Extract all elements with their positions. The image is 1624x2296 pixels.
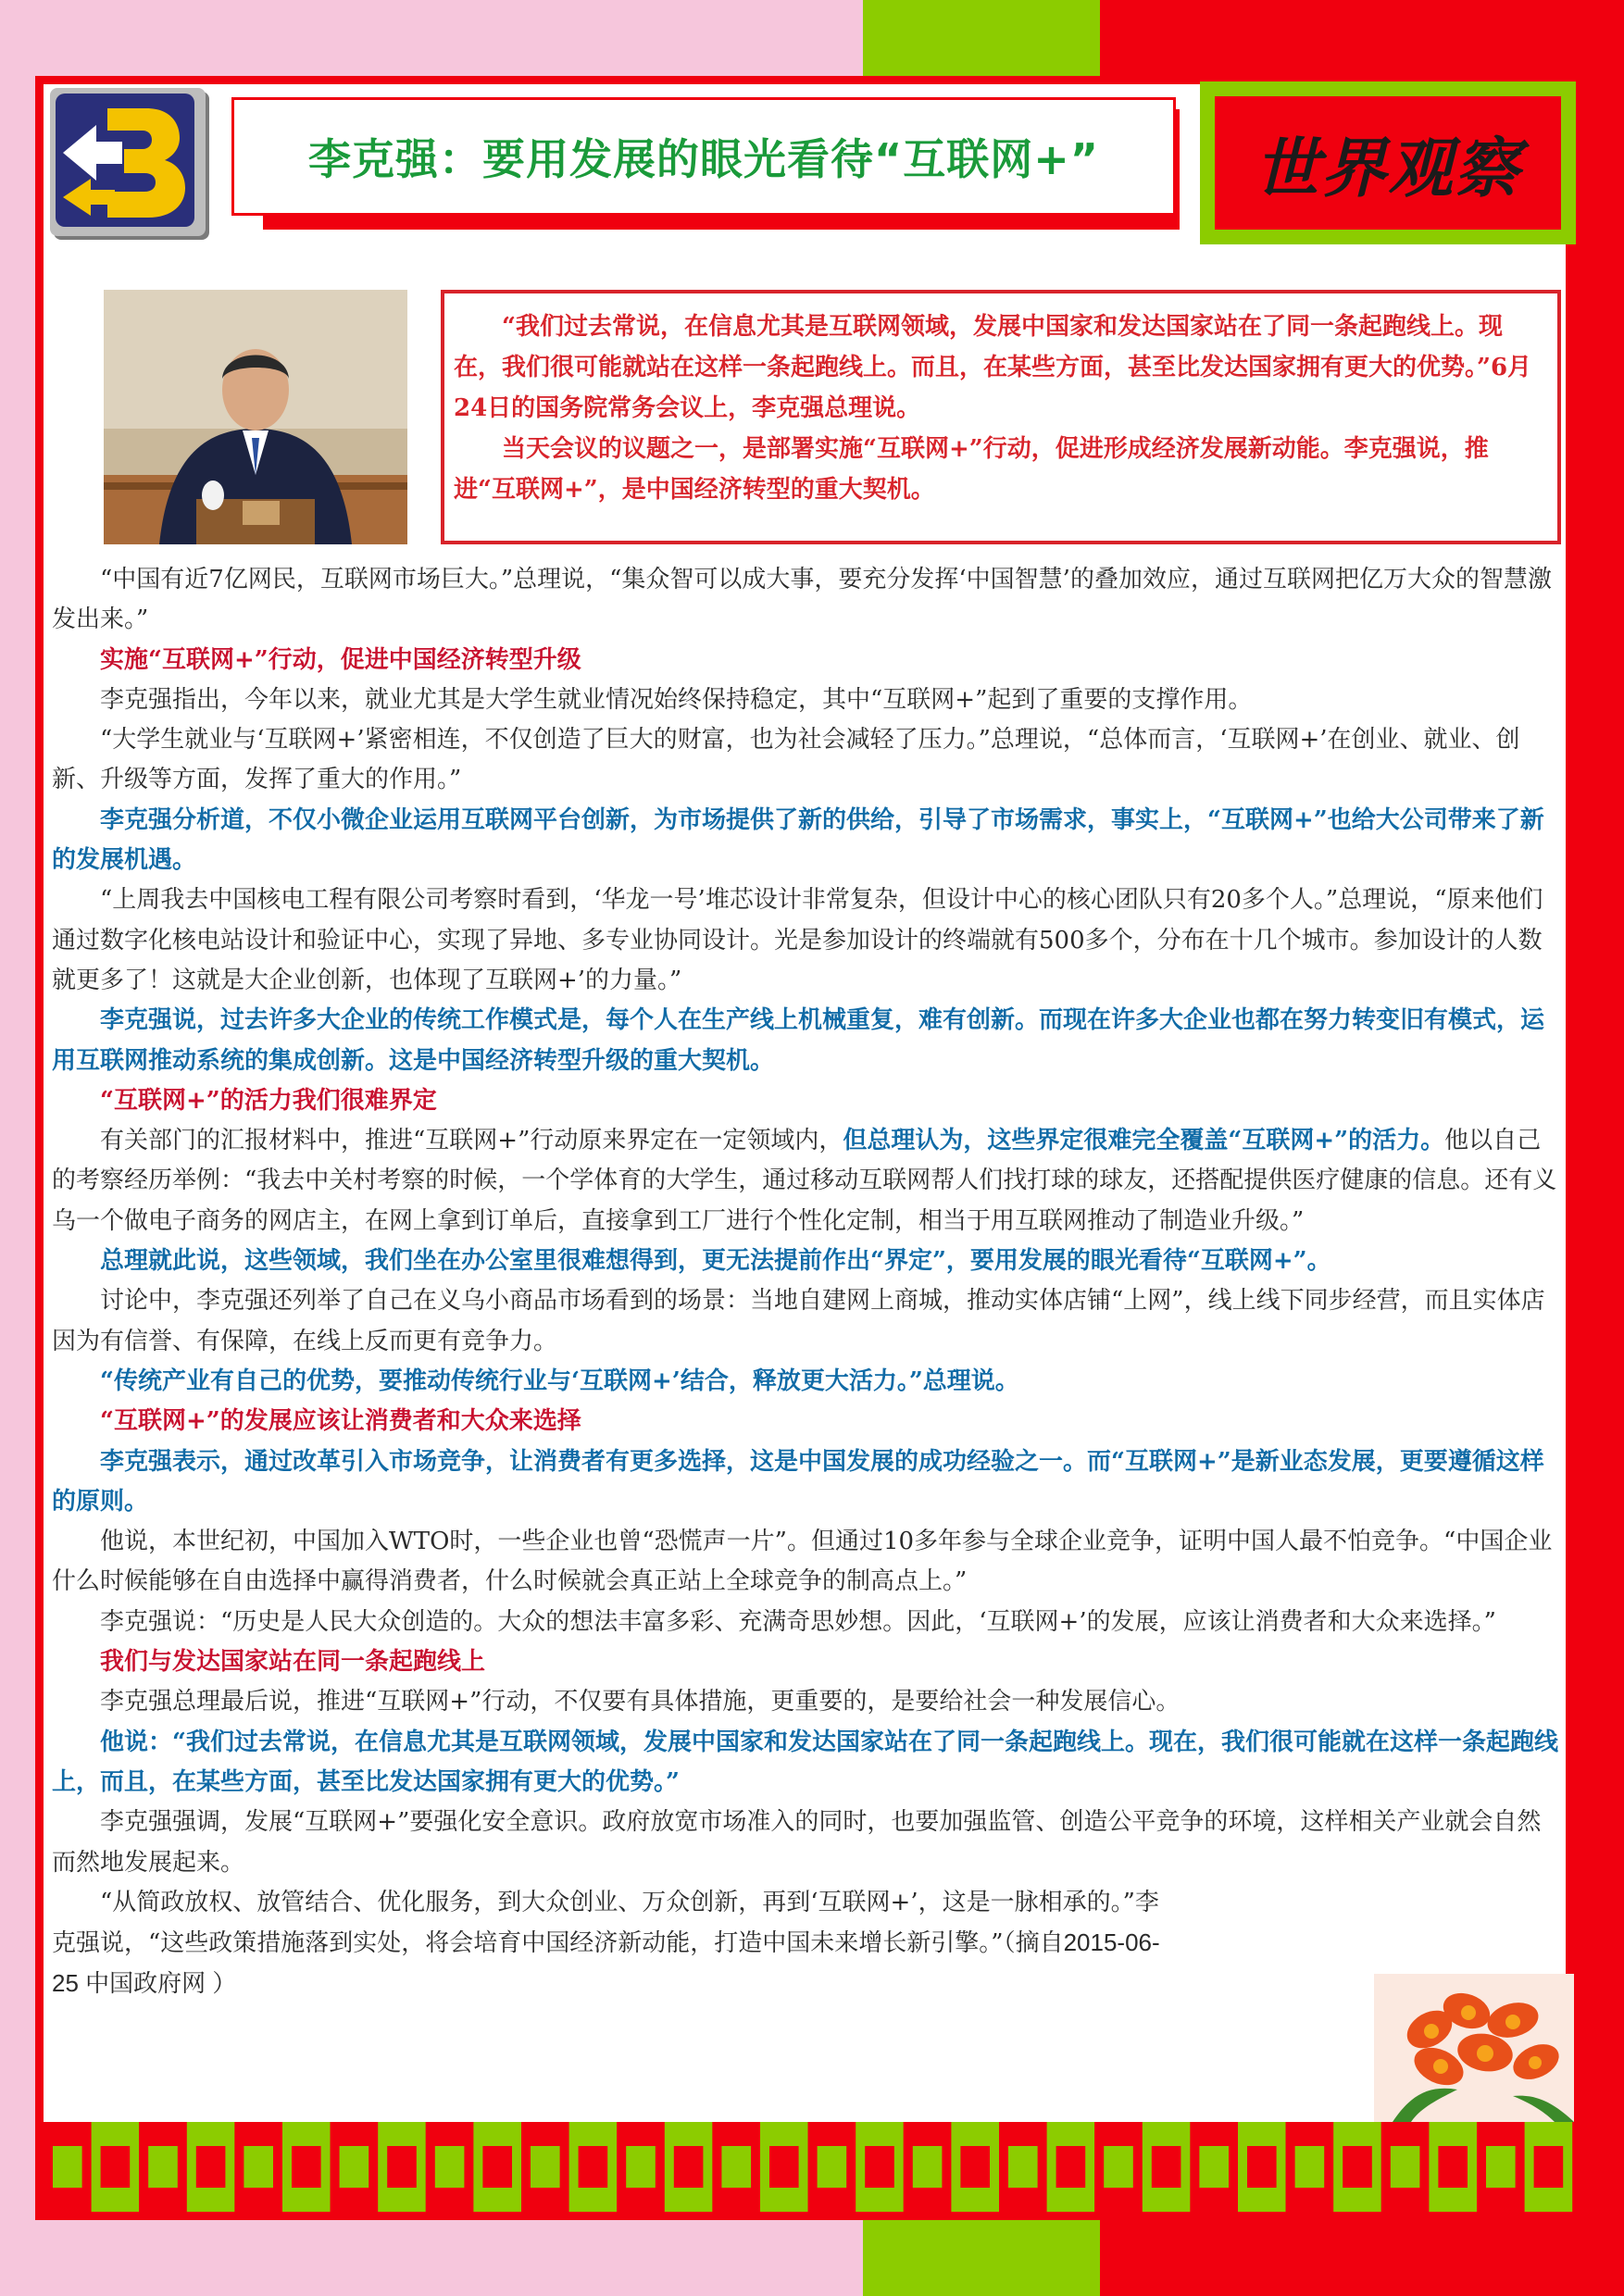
section-heading: 我们与发达国家站在同一条起跑线上 (100, 1648, 486, 1677)
highlight-inline: 但总理认为，这些界定很难完全覆盖“互联网+”的活力。 (843, 1127, 1445, 1155)
pattern-square (626, 2146, 656, 2188)
paragraph: “中国有近7亿网民，互联网市场巨大。”总理说，“集众智可以成大事，要充分发挥‘中国智慧’的叠加效应，通过互联网把亿万大众的智慧激发出来。” (52, 566, 1552, 634)
highlight-paragraph: 李克强说，过去许多大企业的传统工作模式是，每个人在生产线上机械重复，难有创新。而现在许多大企业也都在努力转变旧有模式，运用互联网推动系统的集成创新。这是中国经济转型升级的重大契机。 (52, 1006, 1545, 1075)
portrait-photo (104, 290, 407, 544)
paragraph: 李克强说：“历史是人民大众创造的。大众的想法丰富多彩、充满奇思妙想。因此，‘互联网+’的发展，应该让消费者和大众来选择。” (100, 1607, 1496, 1636)
title-box (231, 97, 1176, 216)
pattern-square (579, 2146, 608, 2188)
pattern-square (1056, 2146, 1086, 2188)
paragraph: 李克强总理最后说，推进“互联网+”行动，不仅要有具体措施，更重要的，是要给社会一种发展信心。 (100, 1688, 1181, 1716)
intro-paragraph-2: 当天会议的议题之一，是部署实施“互联网+”行动，促进形成经济发展新动能。李克强说，推进“互联网+”，是中国经济转型的重大契机。 (454, 435, 1489, 504)
flower-icon (1374, 1974, 1574, 2122)
pattern-square (1534, 2146, 1564, 2188)
bottom-green-band (863, 2220, 1100, 2296)
pattern-square (435, 2146, 465, 2188)
paragraph: 李克强指出，今年以来，就业尤其是大学生就业情况始终保持稳定，其中“互联网+”起到了重要的支撑作用。 (100, 685, 1253, 714)
highlight-paragraph: 他说：“我们过去常说，在信息尤其是互联网领域，发展中国家和发达国家站在了同一条起跑线上。现在，我们很可能就在这样一条起跑线上，而且，在某些方面，甚至比发达国家拥有更大的优势。” (52, 1728, 1558, 1796)
source-line: 25 中国政府网 ） (52, 1969, 237, 1998)
page-title: 李克强：要用发展的眼光看待“互联网+” (307, 134, 1099, 184)
pattern-square (340, 2146, 369, 2188)
pattern-square (244, 2146, 273, 2188)
pattern-square (387, 2146, 417, 2188)
pattern-square (769, 2146, 799, 2188)
pattern (44, 2122, 1573, 2212)
paragraph: 李克强强调，发展“互联网+”要强化安全意识。政府放宽市场准入的同时，也要加强监管、创造公平竞争的环境，这样相关产业就会自然而然地发展起来。 (52, 1808, 1542, 1877)
source-date: 2015-06- (1063, 1928, 1160, 1957)
section-heading: 实施“互联网+”行动，促进中国经济转型升级 (100, 645, 581, 674)
pattern-square (674, 2146, 704, 2188)
highlight-paragraph: 总理就此说，这些领域，我们坐在办公室里很难想得到，更无法提前作出“界定”，要用发展的眼光看待“互联网+”。 (100, 1247, 1331, 1276)
pattern-square (1247, 2146, 1277, 2188)
flower-decoration (1374, 1974, 1574, 2122)
right-red-band (1574, 0, 1624, 2296)
top-red-band (1100, 0, 1624, 76)
logo-icon (50, 88, 206, 236)
pattern-square (53, 2146, 82, 2188)
pattern-square (1152, 2146, 1181, 2188)
pattern-square (721, 2146, 751, 2188)
bottom-pattern-strip (44, 2122, 1573, 2212)
bottom-red-band (1100, 2220, 1624, 2296)
pattern-square (1391, 2146, 1420, 2188)
pattern-square (913, 2146, 943, 2188)
portrait-image (104, 290, 407, 544)
pattern-square (482, 2146, 512, 2188)
pattern-square (531, 2146, 560, 2188)
pattern-square (101, 2146, 131, 2188)
highlight-paragraph: 李克强分析道，不仅小微企业运用互联网平台创新，为市场提供了新的供给，引导了市场需求，事实上，“互联网+”也给大公司带来了新的发展机遇。 (52, 805, 1544, 875)
pattern-square (1008, 2146, 1038, 2188)
paragraph: 讨论中，李克强还列举了自己在义乌小商品市场看到的场景：当地自建网上商城，推动实体店铺“上网”，线上线下同步经营，而且实体店因为有信誉、有保障，在线上反而更有竞争力。 (52, 1287, 1545, 1355)
pattern-square (960, 2146, 990, 2188)
pattern-square (196, 2146, 226, 2188)
paragraph: “大学生就业与‘互联网+’紧密相连，不仅创造了巨大的财富，也为社会减轻了压力。”总理说，“总体而言，‘互联网+’在创业、就业、创新、升级等方面，发挥了重大的作用。” (52, 726, 1520, 794)
pattern-square (1199, 2146, 1229, 2188)
section-badge (1200, 81, 1576, 244)
paragraph-last: “从简政放权、放管结合、优化服务，到大众创业、万众创新，再到‘互联网+’，这是一脉相承的。”李 克强说，“这些政策措施落到实处，将会培育中国经济新动能，打造中国未来增长新引擎。”（摘自2015-06- (52, 1888, 1160, 1958)
intro-paragraph-1: “我们过去常说，在信息尤其是互联网领域，发展中国家和发达国家站在了同一条起跑线上。现在，我们很可能就站在这样一条起跑线上。而且，在某些方面，甚至比发达国家拥有更大的优势。”6月24日的国务院常务会议上，李克强总理说。 (454, 313, 1532, 422)
logo (50, 88, 206, 236)
section-heading: “互联网+”的活力我们很难界定 (100, 1086, 437, 1115)
pattern-square (1104, 2146, 1133, 2188)
pattern-square (1343, 2146, 1372, 2188)
pattern-square (148, 2146, 178, 2188)
paragraph: “上周我去中国核电工程有限公司考察时看到，‘华龙一号’堆芯设计非常复杂，但设计中心的核心团队只有20多个人。”总理说，“原来他们通过数字化核电站设计和验证中心，实现了异地、多专业协同设计。光是参加设计的终端就有500多个，分布在十几个城市。参加设计的人数就更多了！这就是大企业创新，也体现了互联网+’的力量。” (52, 886, 1543, 994)
top-green-band (863, 0, 1100, 76)
pattern-square (292, 2146, 321, 2188)
intro-box (441, 290, 1561, 544)
highlight-paragraph: 李克强表示，通过改革引入市场竞争，让消费者有更多选择，这是中国发展的成功经验之一。而“互联网+”是新业态发展，更要遵循这样的原则。 (52, 1447, 1544, 1516)
pattern-square (1295, 2146, 1325, 2188)
paragraph: 他说，本世纪初，中国加入WTO时，一些企业也曾“恐慌声一片”。但通过10多年参与全球企业竞争，证明中国人最不怕竞争。“中国企业什么时候能够在自由选择中赢得消费者，什么时候就会真正站上全球竞争的制高点上。” (52, 1528, 1553, 1596)
pattern-square (1486, 2146, 1516, 2188)
article-body (52, 560, 1561, 2004)
pattern-square (865, 2146, 894, 2188)
highlight-paragraph: “传统产业有自己的优势，要推动传统行业与‘互联网+’结合，释放更大活力。”总理说。 (100, 1366, 1019, 1395)
badge-label: 世界观察 (1255, 129, 1521, 206)
pattern-square (818, 2146, 847, 2188)
pattern-square (1438, 2146, 1468, 2188)
section-heading: “互联网+”的发展应该让消费者和大众来选择 (100, 1407, 581, 1436)
paragraph: 有关部门的汇报材料中，推进“互联网+”行动原来界定在一定领域内，但总理认为，这些界定很难完全覆盖“互联网+”的活力。他以自己的考察经历举例：“我去中关村考察的时候，一个学体育的大学生，通过移动互联网帮人们找打球的球友，还搭配提供医疗健康的信息。还有义乌一个做电子商务的网店主，在网上拿到订单后，直接拿到工厂进行个性化定制，相当于用互联网推动了制造业升级。” (52, 1127, 1557, 1235)
